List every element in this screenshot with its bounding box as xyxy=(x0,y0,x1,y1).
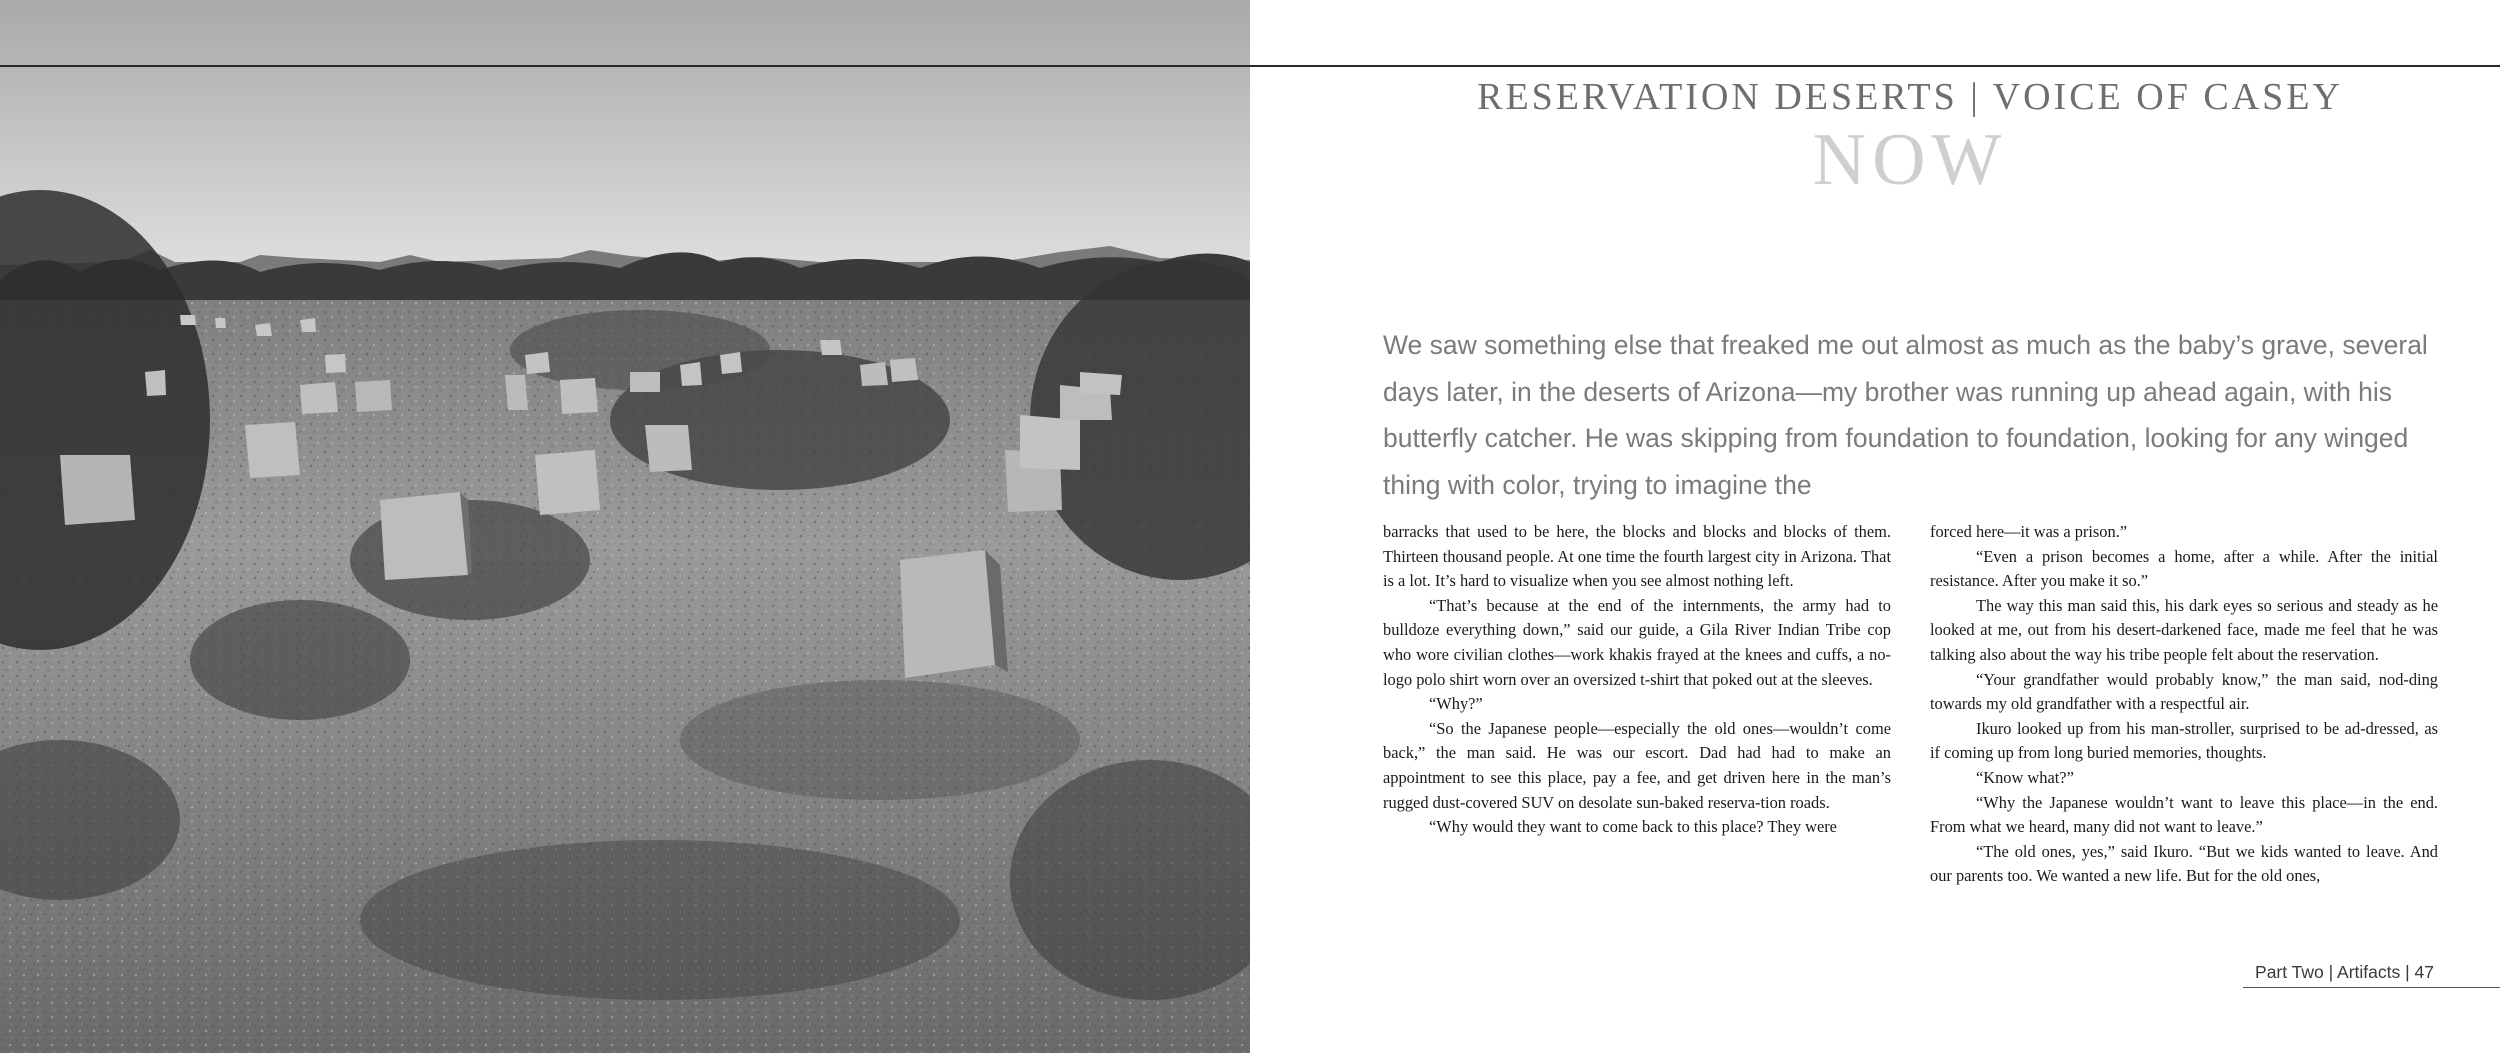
chapter-subtitle: NOW xyxy=(1812,119,2008,201)
paragraph: The way this man said this, his dark eyes so serious and steady as he looked at me, out from his desert-darkened face, made me feel that he was talking also about the way his tribe people felt about the reservation. xyxy=(1930,595,2438,664)
paragraph: “So the Japanese people—especially the old ones—wouldn’t come back,” the man said. He was our escort. Dad had had to make an appointment to see this place, pay a fee, and get driven here in the man’s rugged dust-covered SUV on desolate sun-baked reserva-tion roads. xyxy=(1383,718,1891,812)
text-column-right xyxy=(1930,520,2438,889)
paragraph: forced here—it was a prison.” xyxy=(1930,522,2128,541)
paragraph: “Why?” xyxy=(1429,694,1483,714)
page-folio: Part Two | Artifacts | 47 xyxy=(2255,962,2434,982)
text-column-left xyxy=(1383,520,1891,840)
paragraph: “The old ones, yes,” said Ikuro. “But we kids wanted to leave. And our parents too. We wanted a new life. But for the old ones, xyxy=(1930,841,2438,886)
paragraph: “Why the Japanese wouldn’t want to leave this place—in the end. From what we heard, many did not want to leave.” xyxy=(1930,792,2438,837)
paragraph: “Your grandfather would probably know,” the man said, nod-ding towards my old grandfather with a respectful air. xyxy=(1930,669,2438,714)
paragraph: “That’s because at the end of the internments, the army had to bulldoze everything down,” said our guide, a Gila River Indian Tribe cop who wore civilian clothes—work khakis frayed at the knees and cuffs, a no-logo polo shirt worn over an oversized t-shirt that poked out at the sleeves. xyxy=(1383,595,1891,689)
paragraph: “Why would they want to come back to this place? They were xyxy=(1429,817,1837,837)
paragraph: Ikuro looked up from his man-stroller, surprised to be ad-dressed, as if coming up from long buried memories, thoughts. xyxy=(1930,718,2438,763)
lead-paragraph: We saw something else that freaked me out almost as much as the baby’s grave, several days later, in the deserts of Arizona—my brother was running up ahead again, with his butterfly catcher. He was skipping from foundation to foundation, looking for any winged thing with color, trying to imagine the xyxy=(1383,330,2428,500)
folio-rule xyxy=(2243,987,2500,988)
paragraph: “Even a prison becomes a home, after a while. After the initial resistance. After you make it so.” xyxy=(1930,546,2438,591)
header-rule xyxy=(0,65,2500,67)
sky xyxy=(0,0,1250,270)
paragraph: “Know what?” xyxy=(1976,767,2074,787)
chapter-title: RESERVATION DESERTS | VOICE OF CASEY xyxy=(1477,76,2343,118)
paragraph: barracks that used to be here, the blocks and blocks and blocks of them. Thirteen thousand people. At one time the fourth largest city in Arizona. That is a lot. It’s hard to visualize when you see almost nothing left. xyxy=(1383,522,1891,591)
